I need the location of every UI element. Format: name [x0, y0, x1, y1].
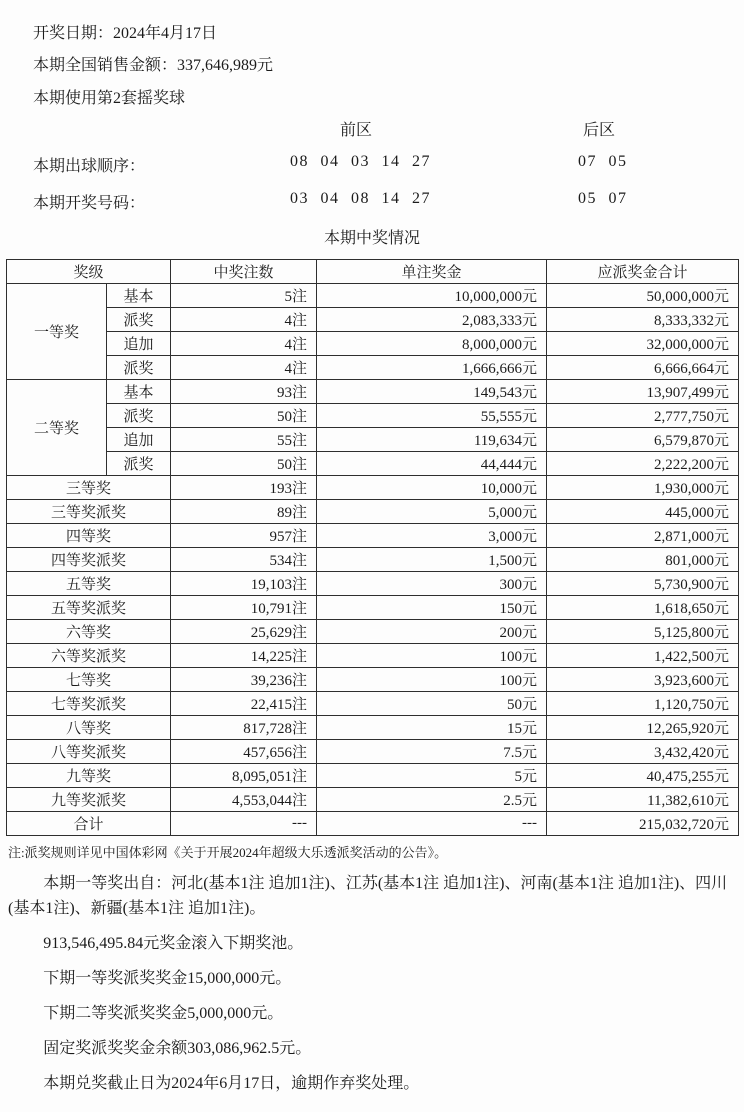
- table-row: [7, 356, 739, 380]
- single-prize-cell: 119,634元: [317, 428, 547, 452]
- back-zone-label: 后区: [583, 122, 616, 139]
- total-prize-cell: 3,923,600元: [547, 668, 739, 692]
- winning-count-cell: 534注: [171, 548, 317, 572]
- footer-paragraph: 913,546,495.84元奖金滚入下期奖池。: [43, 935, 304, 952]
- total-prize-cell: 6,579,870元: [547, 428, 739, 452]
- winning-count-cell: 10,791注: [171, 596, 317, 620]
- total-prize-sum-cell: 215,032,720元: [547, 812, 739, 836]
- winning-count-cell: 89注: [171, 500, 317, 524]
- winning-count-cell: 457,656注: [171, 740, 317, 764]
- single-prize-cell: 300元: [317, 572, 547, 596]
- winning-count-cell: 4注: [171, 356, 317, 380]
- front-zone-label: 前区: [340, 122, 373, 139]
- total-prize-cell: 1,618,650元: [547, 596, 739, 620]
- single-prize-cell: 15元: [317, 716, 547, 740]
- table-row: [7, 332, 739, 356]
- table-row: [7, 476, 739, 500]
- total-prize-cell: 801,000元: [547, 548, 739, 572]
- table-row: [7, 644, 739, 668]
- winning-count-cell: 50注: [171, 404, 317, 428]
- draw-info-section: [0, 0, 744, 259]
- prize-table-header-row: [7, 260, 739, 284]
- prize-level-cell: 四等奖派奖: [7, 548, 171, 572]
- single-prize-cell: 1,500元: [317, 548, 547, 572]
- table-row: [7, 524, 739, 548]
- winning-numbers-label: 本期开奖号码：: [33, 195, 146, 212]
- table-row: [7, 428, 739, 452]
- winning-count-cell: 817,728注: [171, 716, 317, 740]
- total-prize-cell: 445,000元: [547, 500, 739, 524]
- prize-level-group-cell: 一等奖: [7, 284, 107, 380]
- col-header-total-prize: 应派奖金合计: [547, 260, 739, 284]
- prize-level-cell: 九等奖: [7, 764, 171, 788]
- winning-numbers-front: 03 04 08 14 27: [290, 190, 431, 207]
- total-prize-cell: 32,000,000元: [547, 332, 739, 356]
- ball-order-front-numbers: 08 04 03 14 27: [290, 153, 431, 170]
- col-header-single-prize: 单注奖金: [317, 260, 547, 284]
- winning-count-cell: 55注: [171, 428, 317, 452]
- table-total-row: [7, 812, 739, 836]
- table-row: [7, 452, 739, 476]
- prize-level-cell: 八等奖: [7, 716, 171, 740]
- total-prize-cell: 2,777,750元: [547, 404, 739, 428]
- prize-level-cell: 九等奖派奖: [7, 788, 171, 812]
- single-prize-cell: 8,000,000元: [317, 332, 547, 356]
- table-row: [7, 404, 739, 428]
- prize-table-title: 本期中奖情况: [323, 230, 420, 247]
- prize-subtype-cell: 派奖: [107, 356, 171, 380]
- prize-level-group-cell: 二等奖: [7, 380, 107, 476]
- total-prize-cell: 2,871,000元: [547, 524, 739, 548]
- prize-table: [6, 259, 739, 836]
- winning-count-cell: 19,103注: [171, 572, 317, 596]
- table-row: [7, 668, 739, 692]
- winning-count-cell: 22,415注: [171, 692, 317, 716]
- prize-subtype-cell: 派奖: [107, 308, 171, 332]
- prize-level-cell: 三等奖: [7, 476, 171, 500]
- table-row: [7, 596, 739, 620]
- total-prize-cell: 1,120,750元: [547, 692, 739, 716]
- rules-note: 注:派奖规则详见中国体彩网《关于开展2024年超级大乐透派奖活动的公告》。: [8, 845, 448, 860]
- draw-date-line: 开奖日期：2024年4月17日: [33, 25, 218, 42]
- single-prize-cell: 2,083,333元: [317, 308, 547, 332]
- total-prize-cell: 6,666,664元: [547, 356, 739, 380]
- footer-paragraph: 下期二等奖派奖奖金5,000,000元。: [43, 1005, 284, 1022]
- total-prize-cell: 11,382,610元: [547, 788, 739, 812]
- ball-order-label: 本期出球顺序：: [33, 158, 146, 175]
- table-row: [7, 284, 739, 308]
- total-prize-cell: 1,930,000元: [547, 476, 739, 500]
- single-prize-cell: 200元: [317, 620, 547, 644]
- winning-count-cell: 4注: [171, 332, 317, 356]
- prize-level-cell: 六等奖派奖: [7, 644, 171, 668]
- winning-count-cell: 14,225注: [171, 644, 317, 668]
- table-row: [7, 788, 739, 812]
- col-header-prize-level: 奖级: [7, 260, 171, 284]
- ball-order-back-numbers: 07 05: [578, 153, 628, 170]
- total-label-cell: 合计: [7, 812, 171, 836]
- table-row: [7, 500, 739, 524]
- prize-subtype-cell: 追加: [107, 332, 171, 356]
- prize-level-cell: 八等奖派奖: [7, 740, 171, 764]
- single-prize-cell: 100元: [317, 668, 547, 692]
- single-prize-cell: 100元: [317, 644, 547, 668]
- winning-count-cell: 5注: [171, 284, 317, 308]
- prize-subtype-cell: 追加: [107, 428, 171, 452]
- winning-count-cell: 93注: [171, 380, 317, 404]
- table-row: [7, 380, 739, 404]
- single-prize-cell: 1,666,666元: [317, 356, 547, 380]
- footer-paragraph: 下期一等奖派奖奖金15,000,000元。: [43, 970, 292, 987]
- single-prize-cell: 5元: [317, 764, 547, 788]
- winning-count-cell: 193注: [171, 476, 317, 500]
- single-prize-cell: 150元: [317, 596, 547, 620]
- total-single-prize-cell: ---: [317, 812, 547, 836]
- ball-set-line: 本期使用第2套摇奖球: [33, 90, 186, 107]
- table-row: [7, 716, 739, 740]
- total-prize-cell: 40,475,255元: [547, 764, 739, 788]
- total-prize-cell: 5,125,800元: [547, 620, 739, 644]
- prize-level-cell: 五等奖派奖: [7, 596, 171, 620]
- winning-count-cell: 39,236注: [171, 668, 317, 692]
- prize-subtype-cell: 基本: [107, 380, 171, 404]
- prize-level-cell: 六等奖: [7, 620, 171, 644]
- winning-count-cell: 8,095,051注: [171, 764, 317, 788]
- prize-level-cell: 四等奖: [7, 524, 171, 548]
- total-prize-cell: 5,730,900元: [547, 572, 739, 596]
- footer-paragraph: 本期一等奖出自：河北(基本1注 追加1注)、江苏(基本1注 追加1注)、河南(基本1注 追加1注)、四川(基本1注)、新疆(基本1注 追加1注)。: [8, 875, 728, 917]
- total-prize-cell: 50,000,000元: [547, 284, 739, 308]
- winning-count-cell: 25,629注: [171, 620, 317, 644]
- winning-count-cell: 957注: [171, 524, 317, 548]
- prize-level-cell: 七等奖派奖: [7, 692, 171, 716]
- table-row: [7, 308, 739, 332]
- winning-numbers-back: 05 07: [578, 190, 628, 207]
- table-row: [7, 740, 739, 764]
- winning-count-cell: 50注: [171, 452, 317, 476]
- prize-level-cell: 七等奖: [7, 668, 171, 692]
- table-row: [7, 764, 739, 788]
- single-prize-cell: 50元: [317, 692, 547, 716]
- footer-paragraph: 固定奖派奖奖金余额303,086,962.5元。: [43, 1040, 312, 1057]
- footer-paragraphs: [8, 871, 732, 1096]
- table-row: [7, 572, 739, 596]
- single-prize-cell: 149,543元: [317, 380, 547, 404]
- single-prize-cell: 3,000元: [317, 524, 547, 548]
- total-count-cell: ---: [171, 812, 317, 836]
- single-prize-cell: 7.5元: [317, 740, 547, 764]
- table-row: [7, 548, 739, 572]
- single-prize-cell: 2.5元: [317, 788, 547, 812]
- single-prize-cell: 10,000元: [317, 476, 547, 500]
- single-prize-cell: 55,555元: [317, 404, 547, 428]
- total-prize-cell: 3,432,420元: [547, 740, 739, 764]
- total-prize-cell: 8,333,332元: [547, 308, 739, 332]
- prize-level-cell: 五等奖: [7, 572, 171, 596]
- sales-amount-line: 本期全国销售金额：337,646,989元: [33, 57, 274, 74]
- prize-subtype-cell: 派奖: [107, 404, 171, 428]
- single-prize-cell: 5,000元: [317, 500, 547, 524]
- single-prize-cell: 44,444元: [317, 452, 547, 476]
- table-row: [7, 692, 739, 716]
- total-prize-cell: 1,422,500元: [547, 644, 739, 668]
- table-row: [7, 620, 739, 644]
- prize-subtype-cell: 基本: [107, 284, 171, 308]
- prize-level-cell: 三等奖派奖: [7, 500, 171, 524]
- total-prize-cell: 2,222,200元: [547, 452, 739, 476]
- winning-count-cell: 4,553,044注: [171, 788, 317, 812]
- total-prize-cell: 12,265,920元: [547, 716, 739, 740]
- footer-paragraph: 本期兑奖截止日为2024年6月17日，逾期作弃奖处理。: [43, 1075, 420, 1092]
- single-prize-cell: 10,000,000元: [317, 284, 547, 308]
- col-header-winning-count: 中奖注数: [171, 260, 317, 284]
- prize-subtype-cell: 派奖: [107, 452, 171, 476]
- winning-count-cell: 4注: [171, 308, 317, 332]
- total-prize-cell: 13,907,499元: [547, 380, 739, 404]
